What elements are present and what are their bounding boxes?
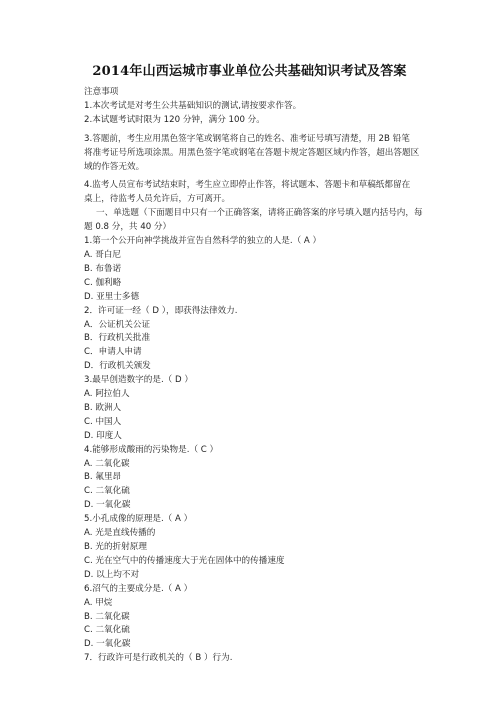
question-1-option-a: A. 哥白尼: [84, 249, 121, 260]
notice-item-3-line-1: 3.答题前，考生应用黑色签字笔或钢笔将自己的姓名、准考证号填写清楚，用 2B 铅笔: [84, 133, 410, 144]
question-4: 4.能够形成酸雨的污染物是.（ C ）: [84, 444, 219, 455]
question-6-option-a: A. 甲烷: [84, 597, 113, 608]
question-6-option-c: C. 二氧化硫: [84, 625, 130, 636]
question-3: 3.最早创造数字的是.（ D ）: [84, 375, 193, 386]
question-3-option-a: A. 阿拉伯人: [84, 389, 130, 400]
section-heading-line-2: 题 0.8 分，共 40 分）: [84, 222, 172, 233]
question-2-option-b: B．行政机关批准: [84, 333, 151, 344]
section-heading-line-1: 一、单选题（下面题目中只有一个正确答案，请将正确答案的序号填入题内括号内，每: [96, 208, 423, 219]
notice-item-4-line-2: 桌上，待监考人员允许后，方可离开。: [84, 194, 231, 205]
document-body: [84, 86, 424, 666]
question-1-option-c: C. 伽利略: [84, 277, 122, 288]
question-6-option-d: D. 一氧化碳: [84, 639, 131, 650]
notice-item-3-line-3: 域的作答无效。: [84, 161, 145, 172]
notice-heading: 注意事项: [84, 87, 119, 97]
question-5-option-c: C. 光在空气中的传播速度大于光在固体中的传播速度: [84, 555, 285, 566]
question-2: 2．许可证一经（ D ），即获得法律效力.: [84, 305, 238, 316]
question-3-option-d: D. 印度人: [84, 430, 122, 441]
question-3-option-c: C. 中国人: [84, 416, 122, 427]
question-5-option-d: D. 以上均不对: [84, 569, 140, 580]
question-4-option-b: B. 氟里昂: [84, 472, 122, 483]
question-4-option-d: D. 一氧化碳: [84, 500, 131, 511]
question-2-option-a: A．公证机关公证: [84, 319, 151, 330]
question-1: 1.第一个公开向神学挑战并宣告自然科学的独立的人是.（ A ）: [84, 236, 322, 247]
question-6: 6.沼气的主要成分是.（ A ）: [84, 583, 193, 594]
question-4-option-a: A. 二氧化碳: [84, 458, 130, 469]
question-5-option-a: A. 光是直线传播的: [84, 528, 156, 539]
question-1-option-b: B. 布鲁诺: [84, 263, 122, 274]
question-3-option-b: B. 欧洲人: [84, 402, 122, 413]
question-5: 5.小孔成像的原理是.（ A ）: [84, 514, 193, 525]
question-7: 7．行政许可是行政机关的（ B ）行为.: [84, 653, 233, 664]
question-1-option-d: D. 亚里士多德: [84, 291, 140, 302]
question-2-option-c: C．申请人申请: [84, 347, 142, 358]
notice-item-2: 2.本试题考试时限为 120 分钟，满分 100 分。: [84, 114, 265, 125]
notice-item-3-line-2: 将准考证号所选项涂黑。用黑色签字笔或钢笔在答题卡规定答题区域内作答，超出答题区: [84, 147, 420, 158]
question-4-option-c: C. 二氧化硫: [84, 486, 130, 497]
notice-item-1: 1.本次考试是对考生公共基础知识的测试,请按要求作答。: [84, 100, 302, 111]
question-2-option-d: D．行政机关颁发: [84, 361, 151, 372]
question-5-option-b: B. 光的折射原理: [84, 542, 147, 552]
notice-item-4-line-1: 4.监考人员宣布考试结束时，考生应立即停止作答，将试题本、答题卡和草稿纸都留在: [84, 180, 411, 191]
document-title: 2014年山西运城市事业单位公共基础知识考试及答案: [92, 64, 407, 79]
question-6-option-b: B. 二氧化碳: [84, 611, 130, 622]
